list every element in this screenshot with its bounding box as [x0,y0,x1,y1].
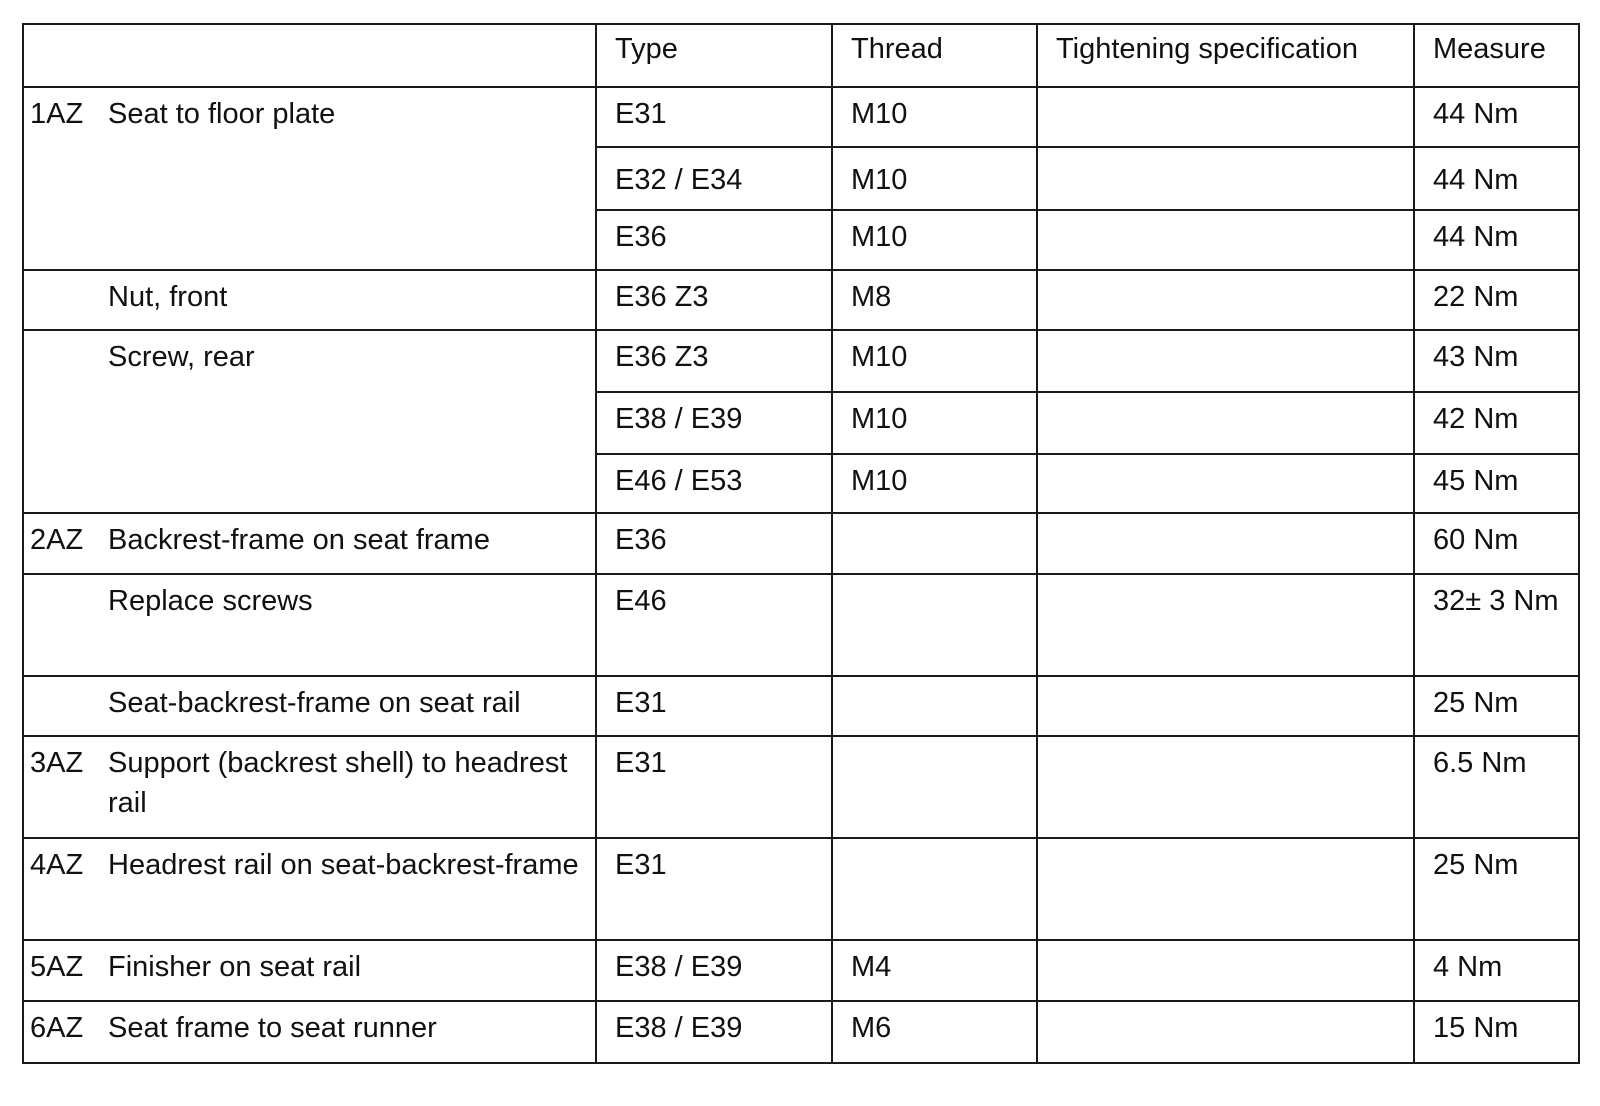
row-measure: 60 Nm [1414,513,1579,574]
row-thread: M10 [832,147,1037,210]
row-spec [1037,454,1414,513]
item-cell [23,330,596,513]
row-code [30,581,108,621]
row-measure: 15 Nm [1414,1001,1579,1063]
row-item: Backrest-frame on seat frame [108,524,490,556]
row-spec [1037,513,1414,574]
row-measure: 44 Nm [1414,210,1579,270]
row-code: 3AZ [30,747,84,779]
row-type: E38 / E39 [596,940,832,1001]
table-row [23,574,1579,676]
row-type: E36 [596,210,832,270]
table-row [23,87,1579,147]
header-item [23,24,596,87]
row-item: Headrest rail on seat-backrest-frame [108,849,579,881]
item-cell [23,676,596,736]
row-spec [1037,392,1414,454]
header-thread: Thread [832,24,1037,87]
row-measure: 25 Nm [1414,838,1579,940]
item-cell [23,87,596,270]
row-spec [1037,270,1414,330]
item-cell [23,838,596,940]
row-spec [1037,676,1414,736]
row-code: 2AZ [30,524,84,556]
row-measure: 44 Nm [1414,87,1579,147]
row-thread: M8 [832,270,1037,330]
row-spec [1037,838,1414,940]
row-code: 1AZ [30,98,84,130]
row-item: Replace screws [108,585,313,617]
row-thread [832,513,1037,574]
row-item: Seat-backrest-frame on seat rail [108,687,521,719]
row-type: E46 / E53 [596,454,832,513]
row-type: E38 / E39 [596,1001,832,1063]
row-item: Support (backrest shell) to headrest rail [108,747,568,819]
item-cell [23,270,596,330]
row-thread [832,838,1037,940]
row-type: E32 / E34 [596,147,832,210]
row-type: E36 [596,513,832,574]
row-code: 6AZ [30,1012,84,1044]
row-spec [1037,940,1414,1001]
row-measure: 22 Nm [1414,270,1579,330]
item-cell [23,1001,596,1063]
row-item: Seat to floor plate [108,98,336,130]
row-spec [1037,574,1414,676]
row-measure: 45 Nm [1414,454,1579,513]
row-code [30,683,108,723]
row-measure: 42 Nm [1414,392,1579,454]
row-item: Screw, rear [108,341,255,373]
row-type: E31 [596,87,832,147]
item-cell [23,736,596,838]
row-thread: M10 [832,392,1037,454]
row-code: 5AZ [30,951,84,983]
torque-spec-table [22,23,1580,1064]
row-measure: 6.5 Nm [1414,736,1579,838]
row-spec [1037,87,1414,147]
row-item: Finisher on seat rail [108,951,362,983]
row-type: E36 Z3 [596,270,832,330]
row-spec [1037,1001,1414,1063]
row-measure: 44 Nm [1414,147,1579,210]
table-row [23,838,1579,940]
row-measure: 32± 3 Nm [1414,574,1579,676]
table-row [23,513,1579,574]
row-type: E31 [596,838,832,940]
row-type: E46 [596,574,832,676]
table-row [23,1001,1579,1063]
row-measure: 43 Nm [1414,330,1579,392]
row-measure: 25 Nm [1414,676,1579,736]
table-row [23,676,1579,736]
row-type: E38 / E39 [596,392,832,454]
header-type: Type [596,24,832,87]
row-spec [1037,330,1414,392]
row-thread: M4 [832,940,1037,1001]
row-spec [1037,147,1414,210]
row-thread [832,736,1037,838]
row-spec [1037,210,1414,270]
table-row [23,270,1579,330]
row-code: 4AZ [30,849,84,881]
item-cell [23,513,596,574]
row-code [30,337,108,377]
row-item: Seat frame to seat runner [108,1012,437,1044]
item-cell [23,574,596,676]
item-cell [23,940,596,1001]
row-thread: M10 [832,330,1037,392]
row-spec [1037,736,1414,838]
row-type: E31 [596,676,832,736]
table-row [23,736,1579,838]
row-thread: M10 [832,454,1037,513]
header-tightening-spec: Tightening specification [1037,24,1414,87]
row-item: Nut, front [108,281,228,313]
row-thread: M6 [832,1001,1037,1063]
table-row [23,940,1579,1001]
row-thread: M10 [832,210,1037,270]
row-type: E36 Z3 [596,330,832,392]
header-row [23,24,1579,87]
row-thread [832,574,1037,676]
header-measure: Measure [1414,24,1579,87]
row-thread: M10 [832,87,1037,147]
row-code [30,277,108,317]
row-measure: 4 Nm [1414,940,1579,1001]
row-thread [832,676,1037,736]
table-row [23,330,1579,392]
row-type: E31 [596,736,832,838]
